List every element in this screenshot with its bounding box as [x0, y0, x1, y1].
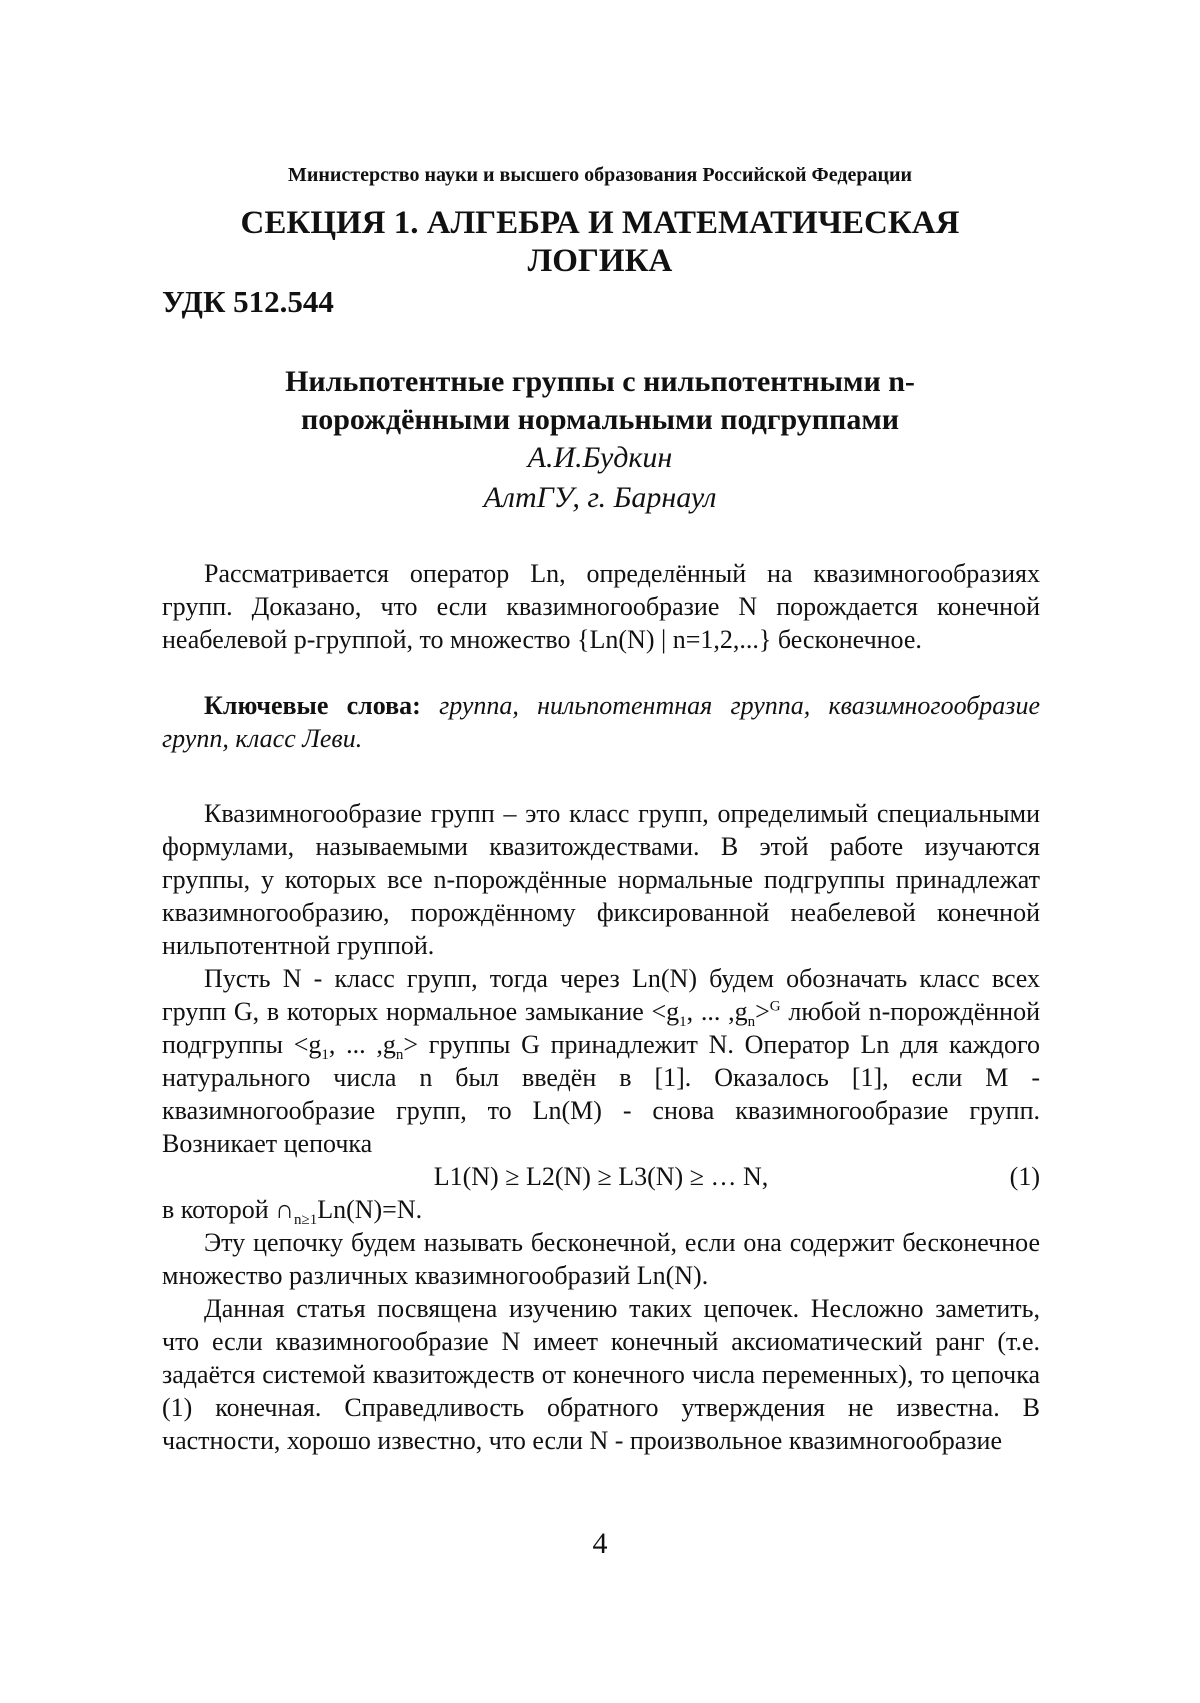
p2-text-d: любой n-порождённой подгруппы <g — [162, 997, 1040, 1059]
p3-sub: n≥1 — [294, 1212, 317, 1228]
section-title: СЕКЦИЯ 1. АЛГЕБРА И МАТЕМАТИЧЕСКАЯ ЛОГИКА — [200, 204, 1000, 280]
body-paragraph-2 — [162, 962, 1040, 1160]
p2-sup-g: G — [770, 998, 781, 1014]
p2-text-b: , ... ,g — [687, 997, 748, 1026]
body-paragraph-5: Данная статья посвящена изучению таких цепочек. Несложно заметить, что если квазимногообразие N имеет конечный аксиоматический ранг (т.е. задаётся системой квазитождеств от конечного числа переменных), то цепочка (1) конечная. Справедливость обратного утверждения не известна. В частности, хорошо известно, что если N - произвольное квазимногообразие — [162, 1292, 1040, 1457]
p2-text-f: > группы G принадлежит N. Оператор Ln для каждого натурального числа n был введён в [1]. Оказалось [1], если M - квазимногообразие групп, то Ln(M) - снова квазимногообразие групп. Возникает цепочка — [162, 1030, 1040, 1158]
p2-text-a: Пусть N - класс групп, тогда через Ln(N) будем обозначать класс всех групп G, в которых нормальное замыкание <g — [162, 964, 1040, 1026]
equation-1 — [162, 1160, 1040, 1193]
p2-sub-1b: 1 — [321, 1047, 329, 1063]
p2-text-c: > — [755, 997, 770, 1026]
udk-code: УДК 512.544 — [162, 284, 334, 320]
abstract-text: Рассматривается оператор Ln, определённый на квазимногообразиях групп. Доказано, что если квазимногообразие N порождается конечной неабелевой p-группой, то множество {Ln(N) | n=1,2,...} бесконечное. — [162, 557, 1040, 656]
equation-number: (1) — [1010, 1160, 1040, 1193]
p2-sub-n: n — [748, 1014, 756, 1030]
author-affiliation: АлтГУ, г. Барнаул — [0, 480, 1200, 516]
p3-text-b: Ln(N)=N. — [317, 1195, 422, 1224]
keywords-text: группа, нильпотентная группа, квазимногообразие групп, класс Леви. — [162, 691, 1040, 753]
document-page — [0, 0, 1200, 1703]
article-body — [162, 797, 1040, 1457]
p2-sub-nb: n — [396, 1047, 404, 1063]
keywords-paragraph — [162, 689, 1040, 755]
keywords — [162, 689, 1040, 755]
p3-text-a: в которой ∩ — [162, 1195, 294, 1224]
equation-text: L1(N) ≥ L2(N) ≥ L3(N) ≥ … N, — [434, 1162, 769, 1191]
ministry-header: Министерство науки и высшего образования Российской Федерации — [0, 163, 1200, 187]
author-name: А.И.Будкин — [0, 440, 1200, 476]
abstract — [162, 557, 1040, 656]
body-paragraph-4: Эту цепочку будем называть бесконечной, если она содержит бесконечное множество различных квазимногообразий Ln(N). — [162, 1226, 1040, 1292]
article-title: Нильпотентные группы с нильпотентными n-порождёнными нормальными подгруппами — [200, 363, 1000, 439]
p2-sub-1: 1 — [679, 1014, 687, 1030]
p2-text-e: , ... ,g — [329, 1030, 396, 1059]
body-paragraph-1: Квазимногообразие групп – это класс групп, определимый специальными формулами, называемыми квазитождествами. В этой работе изучаются группы, у которых все n-порождённые нормальные подгруппы принадлежат квазимногообразию, порождённому фиксированной неабелевой конечной нильпотентной группой. — [162, 797, 1040, 962]
body-paragraph-3 — [162, 1193, 1040, 1226]
page-number: 4 — [0, 1527, 1200, 1561]
keywords-label: Ключевые слова: — [204, 691, 421, 720]
